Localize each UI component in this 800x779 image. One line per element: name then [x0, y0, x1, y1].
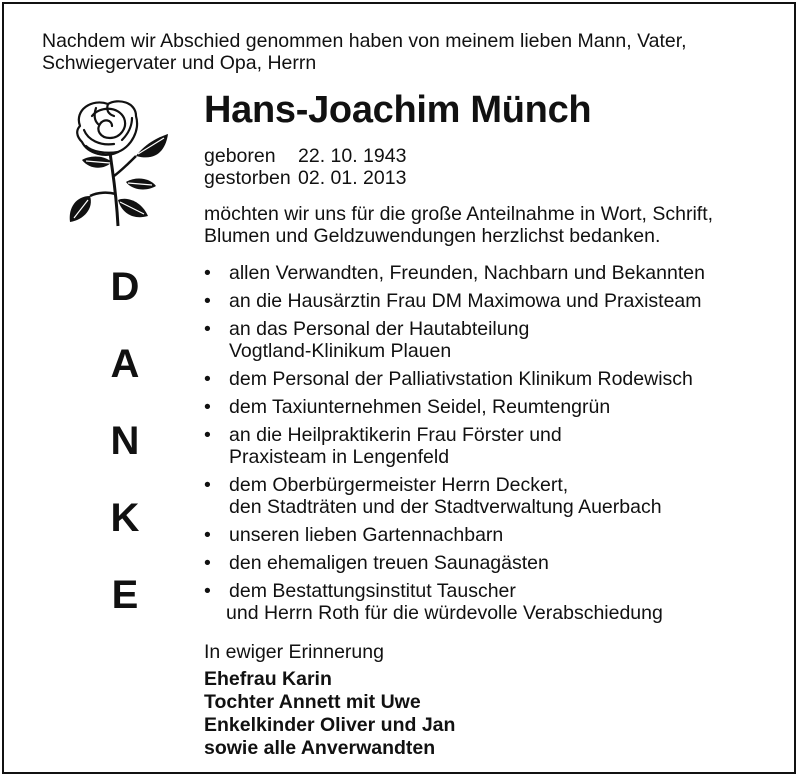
intro-line: Nachdem wir Abschied genommen haben von meinem lieben Mann, Vater, [42, 30, 687, 52]
thanks-line: Blumen und Geldzuwendungen herzlichst bedanken. [204, 225, 661, 247]
intro-line: Schwiegervater und Opa, Herrn [42, 52, 317, 74]
list-item [204, 318, 705, 362]
thanks-list [204, 262, 705, 630]
family-member: Enkelkinder Oliver und Jan [204, 714, 456, 736]
list-item-line: dem Taxiunternehmen Seidel, Reumtengrün [229, 396, 611, 418]
born-label: geboren [204, 145, 276, 167]
list-item-line: an die Hausärztin Frau DM Maximowa und Praxisteam [229, 290, 702, 312]
family-member: Tochter Annett mit Uwe [204, 691, 421, 713]
list-item [204, 552, 705, 574]
bullet-icon: • [204, 318, 211, 340]
list-item-line: an das Personal der Hautabteilung [229, 318, 530, 340]
thanks-text [204, 203, 713, 247]
danke-letter: E [111, 573, 139, 617]
list-item [204, 524, 705, 546]
closing-text: In ewiger Erinnerung [204, 641, 384, 663]
died-date: 02. 01. 2013 [298, 167, 407, 189]
list-item [204, 290, 705, 312]
list-item [204, 424, 705, 468]
list-item-line: an die Heilpraktikerin Frau Förster und [229, 424, 562, 446]
death-row [204, 167, 406, 189]
birth-row [204, 145, 406, 167]
life-dates [204, 145, 406, 189]
list-item-line: den ehemaligen treuen Saunagästen [229, 552, 549, 574]
thanks-line: möchten wir uns für die große Anteilnahme in Wort, Schrift, [204, 203, 714, 225]
family-member: sowie alle Anverwandten [204, 737, 436, 759]
rose-icon [66, 96, 170, 230]
list-item [204, 474, 705, 518]
danke-vertical [100, 262, 150, 647]
list-item [204, 580, 705, 624]
family-member: Ehefrau Karin [204, 668, 332, 690]
bullet-icon: • [204, 424, 211, 446]
danke-letter: A [110, 342, 140, 386]
danke-letter: K [110, 496, 140, 540]
died-label: gestorben [204, 167, 291, 189]
bullet-icon: • [204, 290, 211, 312]
danke-letter: D [110, 265, 140, 309]
born-date: 22. 10. 1943 [298, 145, 407, 167]
list-item [204, 368, 705, 390]
intro-text [42, 30, 782, 74]
list-item-line: Vogtland-Klinikum Plauen [229, 340, 452, 362]
bullet-icon: • [204, 368, 211, 390]
list-item-line: dem Oberbürgermeister Herrn Deckert, [229, 474, 569, 496]
list-item [204, 262, 705, 284]
bullet-icon: • [204, 262, 211, 284]
bullet-icon: • [204, 580, 211, 602]
list-item [204, 396, 705, 418]
bullet-icon: • [204, 396, 211, 418]
bullet-icon: • [204, 552, 211, 574]
deceased-name: Hans-Joachim Münch [204, 89, 592, 131]
bullet-icon: • [204, 524, 211, 546]
list-item-line: den Stadträten und der Stadtverwaltung Auerbach [229, 496, 662, 518]
list-item-line: und Herrn Roth für die würdevolle Verabschiedung [226, 602, 663, 624]
list-item-line: unseren lieben Gartennachbarn [229, 524, 504, 546]
list-item-line: Praxisteam in Lengenfeld [229, 446, 450, 468]
bullet-icon: • [204, 474, 211, 496]
list-item-line: dem Personal der Palliativstation Klinikum Rodewisch [229, 368, 693, 390]
family-signatures [204, 668, 455, 760]
list-item-line: dem Bestattungsinstitut Tauscher [229, 580, 516, 602]
danke-letter: N [110, 419, 140, 463]
list-item-line: allen Verwandten, Freunden, Nachbarn und Bekannten [229, 262, 705, 284]
